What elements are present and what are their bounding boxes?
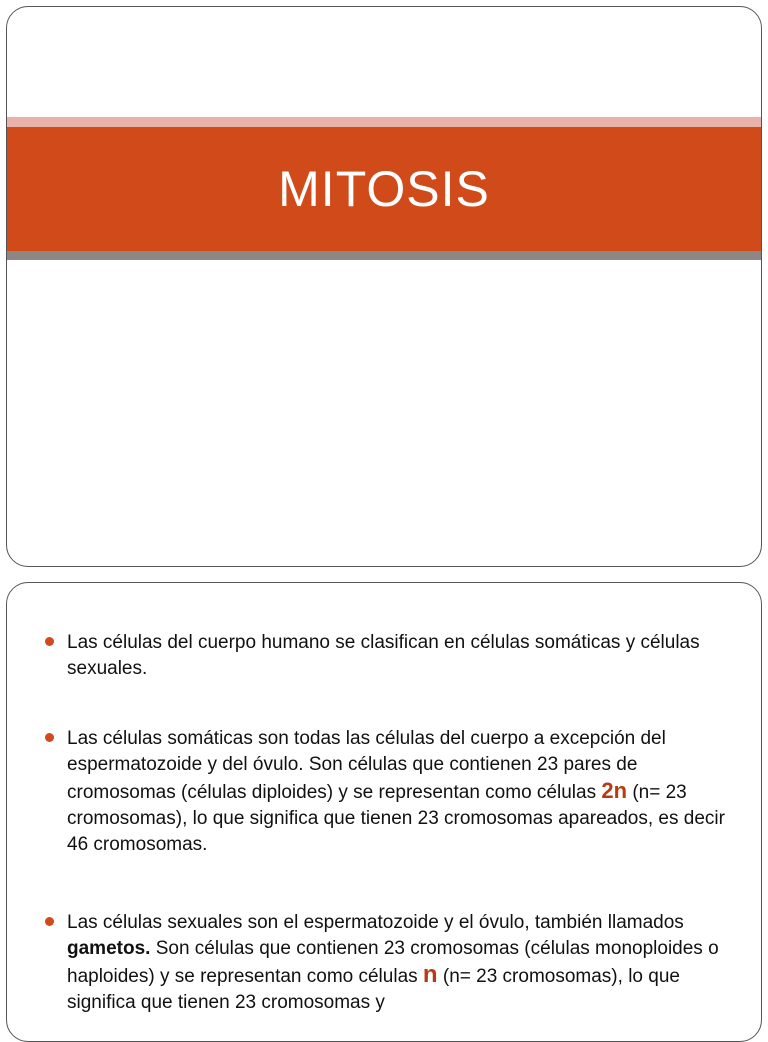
- bullet-text: Las células del cuerpo humano se clasifican en células somáticas y células sexuales.: [67, 632, 700, 679]
- bullet-text: Las células somáticas son todas las células del cuerpo a excepción del espermatozoide y del óvulo. Son células que contienen 23 pares de cromosomas (células diploides) y se representan como células: [67, 728, 666, 803]
- bullet-dot-icon: [45, 733, 54, 742]
- slide-title: MITOSIS: [278, 161, 490, 217]
- bullet-item-cell-classification: [67, 630, 727, 682]
- title-top-stripe: [7, 117, 761, 127]
- bullet-item-sex-cells: [67, 910, 727, 1016]
- title-bottom-stripe: [7, 251, 761, 260]
- gametes-term: gametos.: [67, 938, 151, 959]
- bullet-item-somatic-cells: [67, 726, 727, 858]
- bullet-text-middle: Son células que contienen 23 cromosomas (células monoploides o haploides) y se representan como células: [67, 938, 719, 987]
- title-slide: [6, 6, 762, 567]
- content-slide: [6, 582, 762, 1042]
- bullet-dot-icon: [45, 917, 54, 926]
- diploid-notation: 2n: [601, 778, 628, 803]
- bullet-text-continued: (n= 23 cromosomas), lo que significa que tienen 23 cromosomas y: [67, 966, 680, 1013]
- bullet-text-continued: (n= 23 cromosomas), lo que significa que tienen 23 cromosomas apareados, es decir 46 cromosomas.: [67, 782, 725, 855]
- bullet-dot-icon: [45, 637, 54, 646]
- haploid-notation: n: [422, 961, 438, 988]
- bullet-text: Las células sexuales son el espermatozoide y el óvulo, también llamados: [67, 912, 684, 933]
